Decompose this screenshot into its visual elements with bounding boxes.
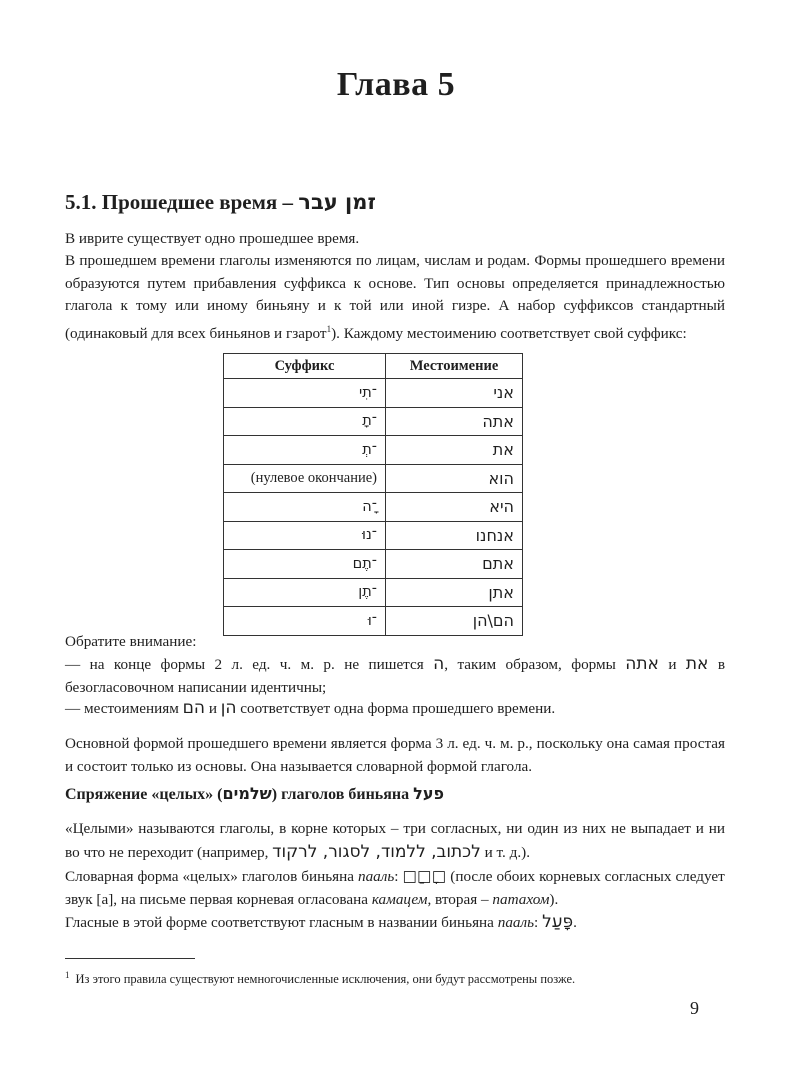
table-row [224,550,523,579]
hebrew-hen: הן [220,698,237,718]
dict-text: : [394,868,403,885]
whole-verbs-paragraph [65,818,725,864]
footnote-mark: 1 [65,970,70,980]
whole-verbs-text: и т. д.). [480,843,531,861]
whole-verbs-text: «Целыми» называются глаголы, в корне которых – три согласных, ни один из них не выпадает и ни во что не переходит (например, [65,820,725,861]
subsection-title-text: ) глаголов биньяна [271,786,414,803]
dict-text: , вторая – [427,890,493,908]
term-patah: патахом [492,890,550,908]
footnote-divider [65,958,195,959]
hebrew-ata: אתה [625,654,659,674]
footnote-reference[interactable]: 1 [326,323,332,334]
hebrew-paal-vocalized: פָּעַל [542,912,574,932]
notice-text: — местоимениям [65,700,183,717]
notice-text: и [205,700,221,717]
hebrew-examples: לכתוב, ללמוד, לסגור, לרקוד [272,841,481,862]
subsection-hebrew-paal: פעל [413,784,444,803]
notice-heading: Обратите внимание: [65,633,197,650]
vowels-text: Гласные в этой форме соответствуют гласным в названии биньяна [65,914,498,931]
term-kamats: камацем [371,890,428,908]
subsection-title [65,784,444,804]
vowels-text: . [573,914,577,931]
pronoun-cell: אתה [386,407,523,436]
section-title [65,190,376,215]
table-row [224,436,523,465]
dict-text: (после обоих корневых согласных следует звук [а], на письме первая корневая огласована [65,868,725,908]
pronoun-cell: אנחנו [386,521,523,550]
pattern-glyph: □ָ□ַ□ [402,867,447,885]
suffix-cell: ־תָ [224,407,386,436]
hebrew-he: ה [433,654,445,674]
intro-paragraph [65,250,725,345]
term-paal: пааль [357,868,395,885]
page-number: 9 [690,998,699,1018]
notice-text: — на конце формы 2 л. ед. ч. м. р. не пишется [65,656,434,673]
table-row [224,578,523,607]
subsection-title-text: Спряжение «целых» ( [65,786,223,803]
notice-text: в безогласовочном написании идентичны; [65,656,726,696]
dict-text: ). [549,890,559,908]
chapter-title: Глава 5 [336,66,456,103]
vowels-text: : [534,914,543,931]
footnote-text: Из этого правила существуют немногочисленные исключения, они будут рассмотрены позже. [75,972,576,987]
intro-text-1: В прошедшем времени глаголы изменяются по лицам, числам и родам. Формы прошедшего времени образуются путем прибавления суффикса к основе. Тип основы определяется принадлежностью глагола к тому или иному биньяну и к той или иной гизре. А набор суффиксов стандартный (одинаковый для всех биньянов и гзарот [65,252,725,342]
notice-text: и [658,656,686,673]
suffix-table [223,353,523,636]
suffix-cell: ־תִי [224,379,386,408]
section-title-hebrew: זמן עבר [298,190,376,214]
header-suffix: Суффикс [224,354,386,379]
suffix-cell: ־ָה [224,493,386,522]
pronoun-cell: אתם [386,550,523,579]
suffix-cell: (нулевое окончание) [224,464,386,493]
notice-text: , таким образом, формы [444,656,626,673]
dict-text: Словарная форма «целых» глаголов биньяна [65,868,358,885]
suffix-cell: ־תְ [224,436,386,465]
table-row [224,379,523,408]
intro-text-2: ). Каждому местоимению соответствует свой суффикс: [331,324,687,342]
pronoun-cell: הוא [386,464,523,493]
pronoun-cell: היא [386,493,523,522]
pronoun-cell: אתן [386,578,523,607]
hebrew-at: את [685,654,709,674]
footnote [65,966,725,988]
table-row [224,493,523,522]
notice-item-2 [65,697,725,721]
table-row [224,521,523,550]
hebrew-hem: הם [182,698,206,718]
basic-form-paragraph: Основной формой прошедшего времени является форма 3 л. ед. ч. м. р., поскольку она самая простая и состоит только из основы. Она называется словарной формой глагола. [65,735,725,775]
suffix-cell: ־נוּ [224,521,386,550]
table-header-row [224,354,523,379]
pronoun-cell: את [386,436,523,465]
suffix-cell: ־תֶן [224,578,386,607]
dictionary-form-paragraph [65,865,725,911]
term-paal: пааль [497,914,535,931]
notice-item-1 [65,653,725,699]
subsection-hebrew-shlemim: שלמים [222,784,272,803]
header-pronoun: Местоимение [386,354,523,379]
suffix-cell: ־וּ [224,607,386,636]
section-title-text: 5.1. Прошедшее время – [65,190,299,214]
table-row [224,464,523,493]
intro-line: В иврите существует одно прошедшее время. [65,230,360,247]
suffix-table-container [223,353,523,636]
notice-text: соответствует одна форма прошедшего времени. [236,700,556,717]
pronoun-cell: אני [386,379,523,408]
table-row [224,407,523,436]
suffix-cell: ־תֶם [224,550,386,579]
vowels-paragraph [65,911,725,935]
pronoun-cell: הם\הן [386,607,523,636]
